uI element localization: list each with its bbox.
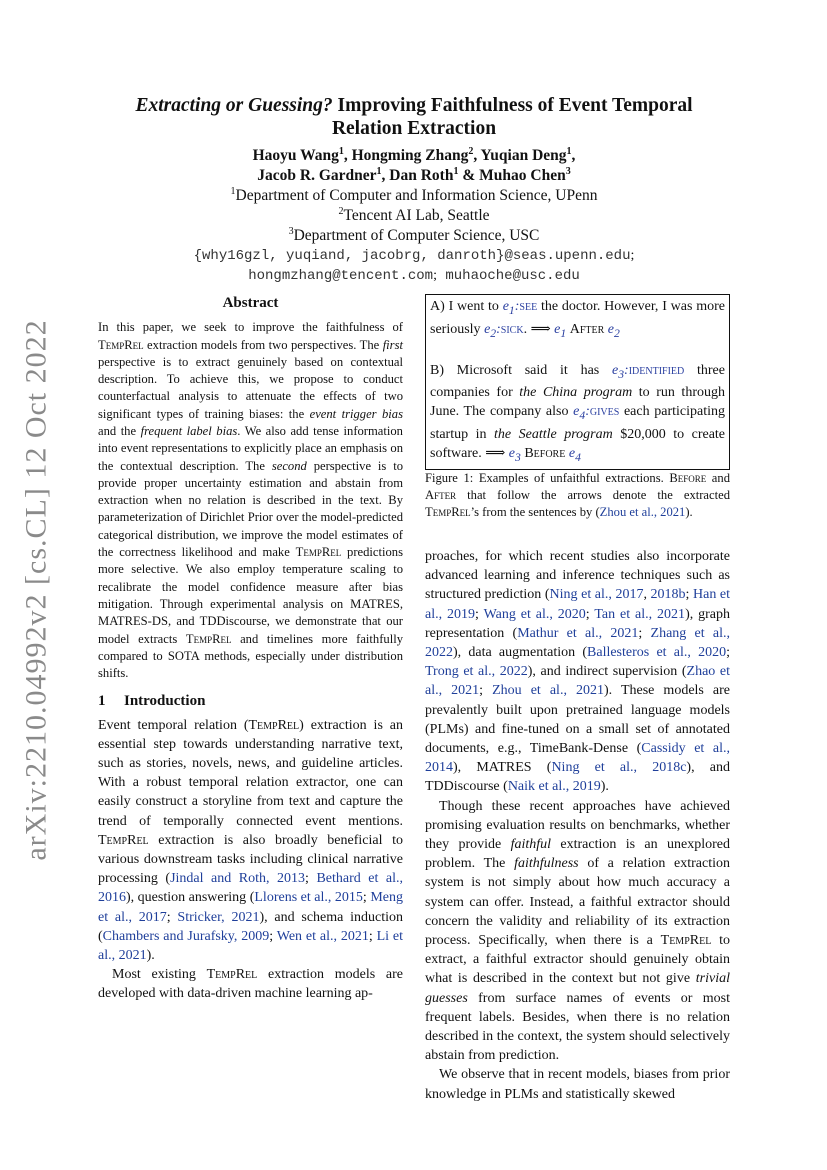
citation-link[interactable]: Ballesteros et al., 2020 xyxy=(587,645,727,660)
example-b: B) Microsoft said it has $e_3:identified$ three companies for the China program to run through June. The company also $e_4:gives$ each participating startup in the Seattle program $20,000 to create software. ⟹ $e_3$ Before $e_4$ xyxy=(430,362,726,464)
arxiv-id: arXiv:2210.04992v2 [cs.CL] 12 Oct 2022 xyxy=(20,319,54,861)
section-number: 1 xyxy=(98,693,106,710)
affiliation xyxy=(98,226,730,246)
affil-mark: 3 xyxy=(288,225,294,237)
author-name: Dan Roth xyxy=(389,167,454,184)
citation-link[interactable]: Zhou et al., 2021 xyxy=(492,683,604,699)
author-affil-mark: 3 xyxy=(565,165,571,177)
affil-text: Department of Computer and Information Science, UPenn xyxy=(235,187,598,204)
event-mention: $e_4:gives$ xyxy=(573,404,620,423)
citation-link[interactable]: Llorens et al., 2015 xyxy=(254,890,363,906)
author-affil-mark: 1 xyxy=(338,145,344,157)
section-heading-introduction xyxy=(98,692,403,711)
citation-link[interactable]: Chambers and Jurafsky, 2009 xyxy=(102,928,270,944)
example-a: A) I went to $e_1:see$ the doctor. However, I was more seriously $e_2:sick$. ⟹ $e_1$ After $e_2$ xyxy=(430,299,725,340)
abstract-body: In this paper, we seek to improve the faithfulness of TempRel extraction models from two perspectives. The first perspective is to extract genuinely based on contextual description. To achieve this, we propose to conduct counterfactual analysis to attenuate the effects of two significant types of training biases: the event trigger bias and the frequent label bias. We also add tense information into event representations to explicitly place an emphasis on the contextual description. The second perspective is to provide proper uncertainty estimation and abstain from extraction when no relation is described in the text. By parameterization of Dirichlet Prior over the model-predicted categorical distribution, we improve the model estimates of the correctness likelihood and make TempRel predictions more selective. We also employ temperature scaling to recalibrate the model confidence measure after bias mitigation. Through experimental analysis on MATRES, MATRES-DS, and TDDiscourse, we demonstrate that our model extracts TempRel and timelines more faithfully compared to SOTA methods, especially under distribution shifts. xyxy=(98,320,404,681)
email-sep: ; xyxy=(433,268,437,283)
citation-link[interactable]: Trong et al., 2022 xyxy=(425,664,528,680)
citation-link[interactable]: Wang et al., 2020 xyxy=(483,606,586,622)
author-affil-mark: 1 xyxy=(376,165,382,177)
right-paragraph-1: proaches, for which recent studies also incorporate advanced learning and inference techniques such as structured prediction (Ning et al., 2017, 2018b; Han et al., 2019; Wang et al., 2020; Tan et al., 2021), graph representation (Mathur et al., 2021; Zhang et al., 2022), data augmentation (Ballesteros et al., 2020; Trong et al., 2022), and indirect supervision (Zhao et al., 2021; Zhou et al., 2021). These models are prevalently built upon pretrained language models (PLMs) and fine-tuned on a small set of annotated documents, e.g., TimeBank-Dense (Cassidy et al., 2014), MATRES (Ning et al., 2018c), and TDDiscourse (Naik et al., 2019). xyxy=(425,548,731,795)
email-line-1 xyxy=(98,246,730,266)
arxiv-stamp xyxy=(2,319,72,861)
right-column xyxy=(425,294,730,1104)
citation-link[interactable]: Zhou et al., 2021 xyxy=(599,504,686,519)
event-mention: $e_1:see$ xyxy=(502,299,538,317)
author-affil-mark: 2 xyxy=(468,145,474,157)
author-affil-mark: 1 xyxy=(566,145,572,157)
citation-link[interactable]: Stricker, 2021 xyxy=(177,909,260,925)
left-column xyxy=(98,294,403,1004)
author-sep: , xyxy=(571,147,576,164)
author-name: Hongming Zhang xyxy=(351,147,469,164)
event-ref: $e_1$ xyxy=(554,321,567,340)
title-lead: Extracting or Guessing? xyxy=(135,95,333,116)
right-paragraph-3: We observe that in recent models, biases from prior knowledge in PLMs and statistically skewed xyxy=(425,1067,730,1102)
affil-mark: 2 xyxy=(338,205,344,217)
citation-link[interactable]: Han et al., 2019 xyxy=(425,587,731,622)
event-ref: $e_2$ xyxy=(607,321,620,340)
email-address: muhaoche@usc.edu xyxy=(445,268,580,284)
relation-label: After xyxy=(569,321,605,337)
citation-link[interactable]: Naik et al., 2019 xyxy=(507,779,601,795)
intro-paragraph-1: Event temporal relation (TempRel) extraction is an essential step towards understanding narrative text, such as stories, novels, news, and guideline articles. With a robust temporal relation extractor, one can easily construct a storyline from text and capture the trend of temporally connected event mentions. TempRel extraction is also broadly beneficial to various downstream tasks including clinical narrative processing (Jindal and Roth, 2013; Bethard et al., 2016), question answering (Llorens et al., 2015; Meng et al., 2017; Stricker, 2021), and schema induction (Chambers and Jurafsky, 2009; Wen et al., 2021; Li et al., 2021). xyxy=(98,717,404,964)
author-sep: , xyxy=(343,147,352,164)
author-name: Jacob R. Gardner xyxy=(257,167,377,184)
affiliation xyxy=(98,206,730,226)
email-group: {why16gzl, yuqiand, jacobrg, danroth}@seas.upenn.edu xyxy=(193,248,631,264)
email-sep: ; xyxy=(630,248,635,263)
section-title: Introduction xyxy=(124,693,206,710)
affiliation xyxy=(98,186,730,206)
figure-1-box xyxy=(425,294,730,470)
author-sep: & xyxy=(458,167,480,184)
citation-link[interactable]: 2018b xyxy=(650,587,686,603)
citation-link[interactable]: Ning et al., 2017 xyxy=(549,587,644,603)
citation-link[interactable]: Bethard et al., 2016 xyxy=(98,871,404,906)
figure-1-caption: Figure 1: Examples of unfaithful extractions. Before and After that follow the arrows denote the extracted TempRel’s from the sentences by (Zhou et al., 2021). xyxy=(425,470,730,519)
event-ref: $e_3$ xyxy=(508,446,521,464)
author-sep: , xyxy=(473,147,481,164)
event-ref: $e_4$ xyxy=(568,446,581,464)
intro-paragraph-2: Most existing TempRel extraction models are developed with data-driven machine learning ap- xyxy=(98,967,403,1002)
email-line-2 xyxy=(98,266,730,286)
citation-link[interactable]: Jindal and Roth, 2013 xyxy=(170,871,306,887)
citation-link[interactable]: Meng et al., 2017 xyxy=(98,890,404,925)
citation-link[interactable]: Zhang et al., 2022 xyxy=(425,625,730,660)
right-paragraph-2: Though these recent approaches have achieved promising evaluation results on benchmarks, whether they provide faithful extraction is an unexplored problem. The faithfulness of a relation extraction system is not simply about how much accuracy a system can offer. Instead, a faithful extractor should concern the validity and reliability of its extraction process. Specifically, when there is a TempRel to extract, a faithful extractor should genuinely obtain what is described in the context but not give trivial guesses from surface names of events or most frequent labels. Besides, when there is no relation described in the context, the system should selectively abstain from prediction. xyxy=(425,798,731,1064)
citation-link[interactable]: Zhao et al., 2021 xyxy=(425,664,730,699)
title-rest: Improving Faithfulness of Event Temporal Relation Extraction xyxy=(331,95,693,139)
citation-link[interactable]: Ning et al., 2018c xyxy=(551,760,687,776)
citation-link[interactable]: Li et al., 2021 xyxy=(98,928,403,964)
affil-text: Department of Computer Science, USC xyxy=(293,227,540,244)
citation-link[interactable]: Wen et al., 2021 xyxy=(276,928,369,944)
event-mention: $e_3:identified$ xyxy=(611,362,685,381)
author-name: Haoyu Wang xyxy=(252,147,339,164)
author-name: Yuqian Deng xyxy=(480,147,567,164)
citation-link[interactable]: Mathur et al., 2021 xyxy=(517,625,639,641)
citation-link[interactable]: Cassidy et al., 2014 xyxy=(425,741,731,776)
paper-title xyxy=(98,94,730,140)
author-line-1 xyxy=(98,146,730,166)
affil-text: Tencent AI Lab, Seattle xyxy=(343,207,490,224)
author-name: Muhao Chen xyxy=(479,167,566,184)
author-line-2 xyxy=(98,166,730,186)
email-address: hongmzhang@tencent.com xyxy=(248,268,434,284)
paper-header xyxy=(98,94,730,286)
author-sep: , xyxy=(381,167,390,184)
affil-mark: 1 xyxy=(230,185,236,197)
event-mention: $e_2:sick$ xyxy=(484,321,524,340)
abstract-heading: Abstract xyxy=(222,295,279,311)
relation-label: Before xyxy=(524,446,566,462)
author-affil-mark: 1 xyxy=(453,165,459,177)
citation-link[interactable]: Tan et al., 2021 xyxy=(594,606,686,622)
author-list xyxy=(98,146,730,186)
